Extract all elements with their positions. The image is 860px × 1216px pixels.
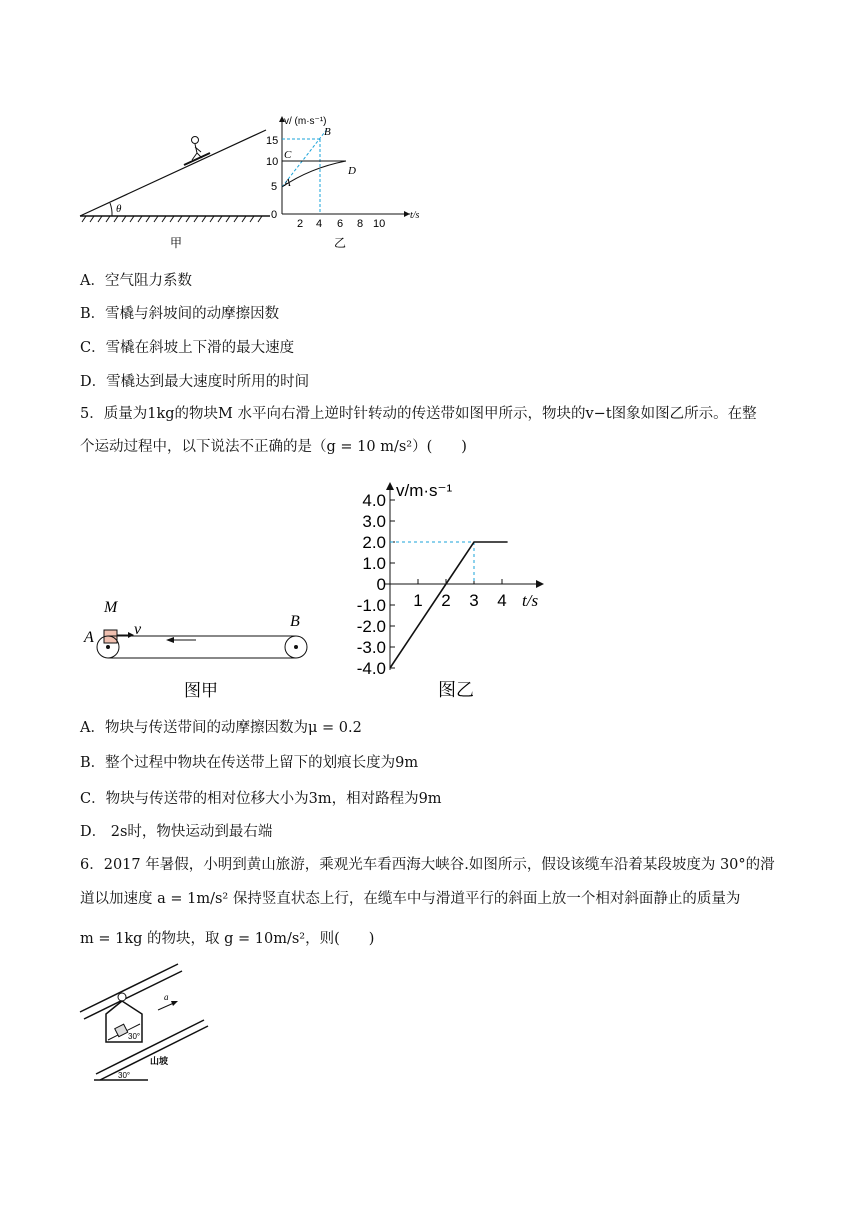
q5-option-c: C．物块与传送带的相对位移大小为3m，相对路程为9m bbox=[80, 791, 442, 807]
fig4-xtick: 8 bbox=[357, 218, 364, 230]
fig4-xtick: 4 bbox=[316, 218, 323, 230]
fig4-caption-left: 甲 bbox=[170, 236, 183, 250]
acceleration-a-label: a bbox=[164, 992, 169, 1002]
fig-yi-caption: 图乙 bbox=[438, 680, 474, 700]
fig4-xtick: 10 bbox=[373, 218, 386, 230]
q4-figure bbox=[70, 110, 430, 255]
x-tick-label: 4 bbox=[497, 591, 507, 610]
sled-rider-icon bbox=[184, 137, 210, 166]
fig4-vt-graph bbox=[266, 116, 420, 250]
fig4-xlabel: t/s bbox=[410, 210, 420, 221]
point-c-label: C bbox=[284, 149, 292, 161]
fig4-ylabel: v/ (m·s⁻¹) bbox=[284, 116, 327, 127]
q5-stem-line1: 5．质量为1kg的物块M 水平向右滑上逆时针转动的传送带如图甲所示，物块的v−t图象如图乙所示。在整 bbox=[80, 406, 757, 422]
fig4-xtick: 2 bbox=[297, 218, 304, 230]
x-tick-label: 2 bbox=[441, 591, 451, 610]
y-tick-label: 0 bbox=[376, 575, 386, 594]
y-tick-label: 2.0 bbox=[362, 533, 386, 552]
point-d-label: D bbox=[348, 165, 356, 177]
q5-stem-line2: 个运动过程中，以下说法不正确的是（g = 10 m/s²）( ) bbox=[80, 439, 467, 455]
cable-car-figure bbox=[78, 962, 214, 1086]
q4-option-c: C．雪橇在斜坡上下滑的最大速度 bbox=[80, 340, 295, 356]
vt-ylabel: v/m·s⁻¹ bbox=[396, 481, 453, 500]
q4-option-d: D．雪橇达到最大速度时所用的时间 bbox=[80, 374, 310, 390]
fig4-ytick: 0 bbox=[271, 209, 278, 221]
q6-stem-line3: m = 1kg 的物块，取 g = 10m/s²，则( ) bbox=[80, 931, 375, 947]
q5-option-a: A．物块与传送带间的动摩擦因数为μ = 0.2 bbox=[80, 720, 362, 736]
q6-stem-line1: 6．2017 年暑假，小明到黄山旅游，乘观光车看西海大峡谷.如图所示，假设该缆车沿着某段坡度为 30°的滑 bbox=[80, 857, 775, 873]
point-a-label: A bbox=[284, 177, 291, 189]
angle-ground-label: 30° bbox=[118, 1071, 131, 1080]
point-b-label: B bbox=[324, 126, 331, 138]
y-tick-label: 1.0 bbox=[362, 554, 386, 573]
fig4-ytick: 10 bbox=[266, 156, 279, 168]
x-tick-label: 1 bbox=[413, 591, 423, 610]
mountain-slope-label: 山坡 bbox=[150, 1056, 169, 1066]
y-tick-label: 3.0 bbox=[362, 512, 386, 531]
incline-diagram bbox=[80, 130, 270, 250]
q5-option-b: B．整个过程中物块在传送带上留下的划痕长度为9m bbox=[80, 755, 419, 771]
q6-stem-line2: 道以加速度 a = 1m/s² 保持竖直状态上行，在缆车中与滑道平行的斜面上放一个相对斜面静止的质量为 bbox=[80, 891, 741, 907]
q4-option-a: A．空气阻力系数 bbox=[80, 273, 192, 289]
y-tick-label: -1.0 bbox=[356, 596, 386, 615]
y-tick-label: -2.0 bbox=[356, 617, 386, 636]
y-tick-label: 4.0 bbox=[362, 491, 386, 510]
q5-option-d: D． 2s时，物快运动到最右端 bbox=[80, 824, 273, 840]
theta-label: θ bbox=[116, 203, 122, 215]
end-a-label: A bbox=[84, 629, 94, 646]
velocity-v-label: v bbox=[134, 621, 142, 638]
vt-xlabel: t/s bbox=[522, 591, 539, 610]
fig4-xtick: 6 bbox=[337, 218, 344, 230]
conveyor-belt-figure bbox=[82, 590, 322, 705]
fig4-ytick: 5 bbox=[271, 181, 278, 193]
q4-option-b: B．雪橇与斜坡间的动摩擦因数 bbox=[80, 306, 280, 322]
x-tick-label: 3 bbox=[469, 591, 479, 610]
y-tick-label: -4.0 bbox=[356, 659, 386, 678]
y-tick-label: -3.0 bbox=[356, 638, 386, 657]
vt-chart bbox=[332, 476, 552, 702]
fig-jia-caption: 图甲 bbox=[184, 681, 218, 700]
end-b-label: B bbox=[290, 613, 300, 630]
angle-box-label: 30° bbox=[128, 1032, 141, 1041]
block-m-label: M bbox=[104, 599, 118, 616]
fig4-ytick: 15 bbox=[266, 135, 279, 147]
fig4-caption-right: 乙 bbox=[334, 236, 347, 250]
